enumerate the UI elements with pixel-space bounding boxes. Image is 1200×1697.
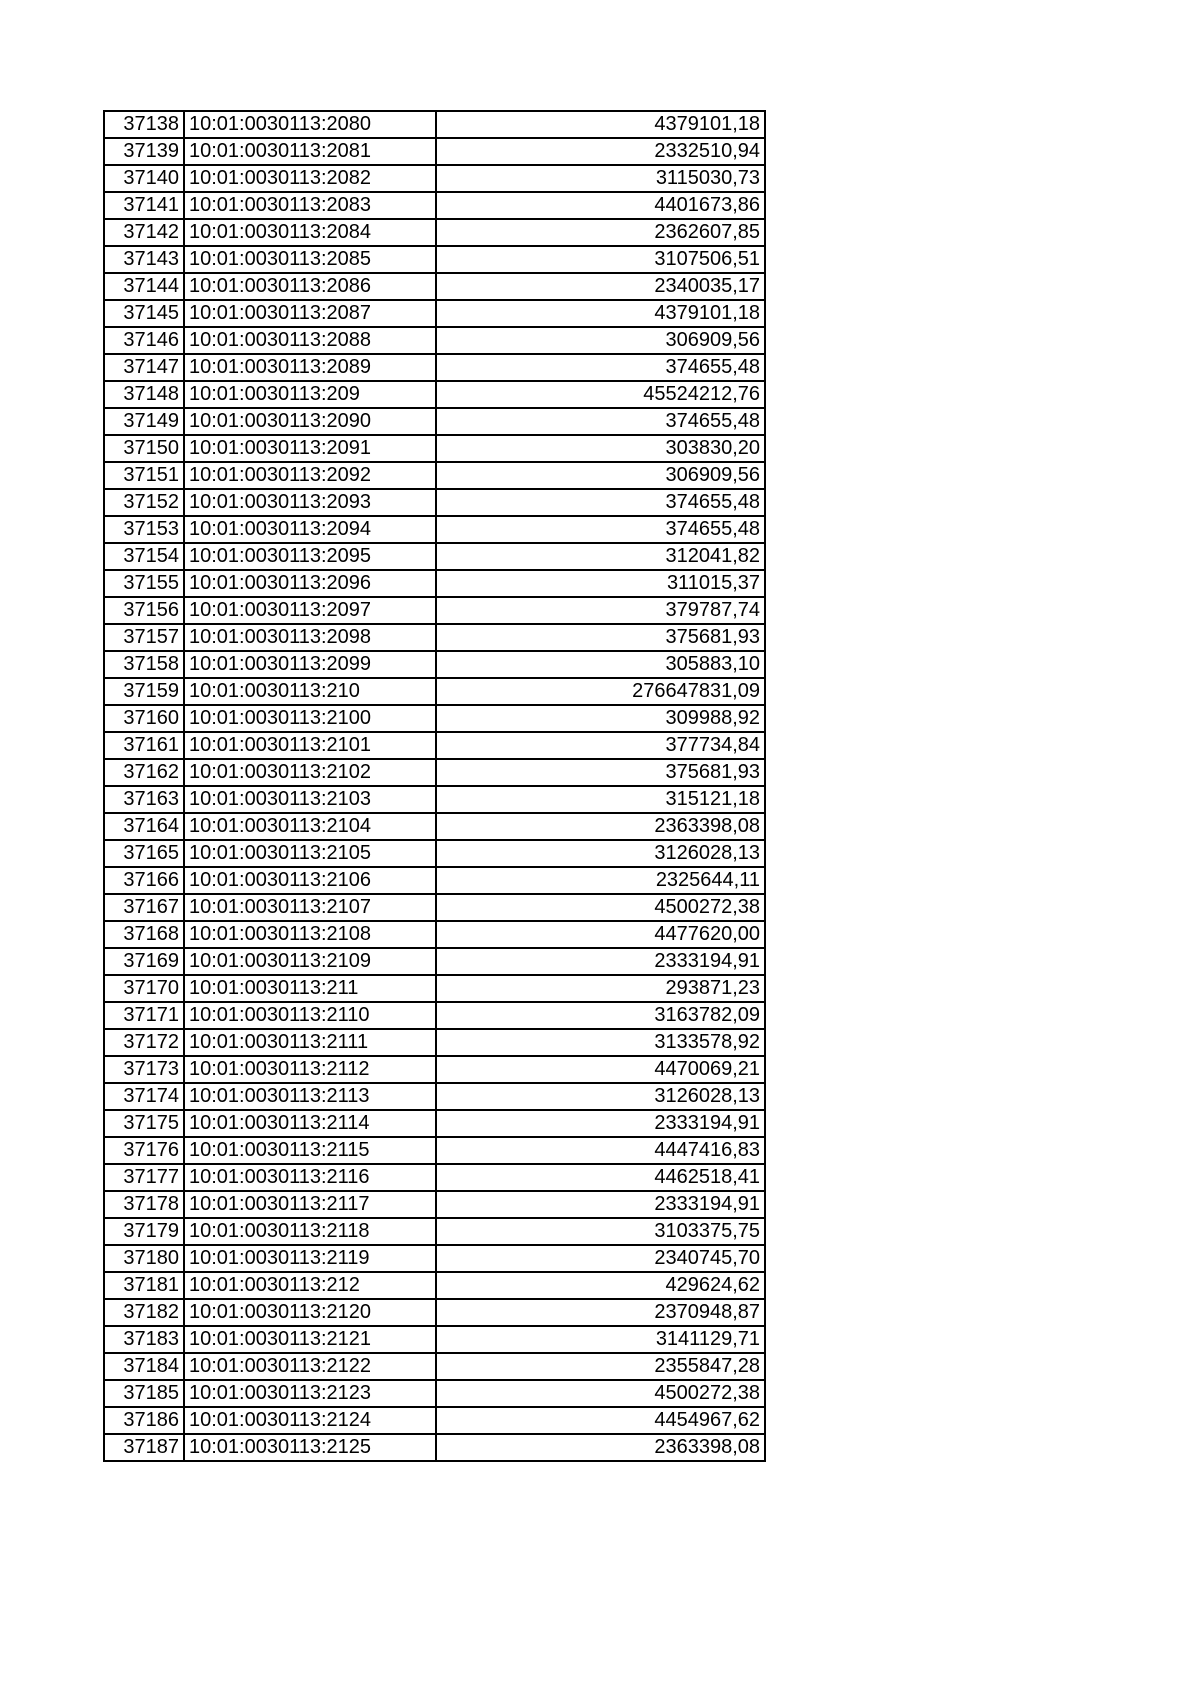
- cadastral-number-cell: 10:01:0030113:2102: [184, 759, 436, 786]
- row-number-cell: 37167: [104, 894, 184, 921]
- cadastral-value-cell: 2370948,87: [436, 1299, 765, 1326]
- table-row: [104, 1164, 765, 1191]
- table-row: [104, 462, 765, 489]
- row-number-cell: 37165: [104, 840, 184, 867]
- cadastral-number-cell: 10:01:0030113:2116: [184, 1164, 436, 1191]
- row-number-cell: 37166: [104, 867, 184, 894]
- table-row: [104, 1245, 765, 1272]
- cadastral-value-cell: 2333194,91: [436, 1110, 765, 1137]
- row-number-cell: 37152: [104, 489, 184, 516]
- cadastral-value-cell: 4500272,38: [436, 894, 765, 921]
- table-row: [104, 1326, 765, 1353]
- cadastral-number-cell: 10:01:0030113:2122: [184, 1353, 436, 1380]
- cadastral-number-cell: 10:01:0030113:2125: [184, 1434, 436, 1461]
- cadastral-number-cell: 10:01:0030113:211: [184, 975, 436, 1002]
- cadastral-value-cell: 2340035,17: [436, 273, 765, 300]
- row-number-cell: 37168: [104, 921, 184, 948]
- row-number-cell: 37176: [104, 1137, 184, 1164]
- table-row: [104, 1191, 765, 1218]
- cadastral-number-cell: 10:01:0030113:2089: [184, 354, 436, 381]
- row-number-cell: 37161: [104, 732, 184, 759]
- table-row: [104, 1083, 765, 1110]
- table-row: [104, 219, 765, 246]
- table-row: [104, 840, 765, 867]
- row-number-cell: 37172: [104, 1029, 184, 1056]
- cadastral-value-cell: 4470069,21: [436, 1056, 765, 1083]
- table-row: [104, 705, 765, 732]
- cadastral-number-cell: 10:01:0030113:2117: [184, 1191, 436, 1218]
- cadastral-value-cell: 2325644,11: [436, 867, 765, 894]
- cadastral-value-cell: 305883,10: [436, 651, 765, 678]
- row-number-cell: 37160: [104, 705, 184, 732]
- row-number-cell: 37138: [104, 111, 184, 138]
- cadastral-number-cell: 10:01:0030113:2082: [184, 165, 436, 192]
- row-number-cell: 37146: [104, 327, 184, 354]
- cadastral-number-cell: 10:01:0030113:2083: [184, 192, 436, 219]
- cadastral-number-cell: 10:01:0030113:2100: [184, 705, 436, 732]
- table-row: [104, 138, 765, 165]
- row-number-cell: 37183: [104, 1326, 184, 1353]
- row-number-cell: 37182: [104, 1299, 184, 1326]
- row-number-cell: 37169: [104, 948, 184, 975]
- row-number-cell: 37174: [104, 1083, 184, 1110]
- table-row: [104, 867, 765, 894]
- cadastral-number-cell: 10:01:0030113:209: [184, 381, 436, 408]
- cadastral-number-cell: 10:01:0030113:2098: [184, 624, 436, 651]
- table-row: [104, 813, 765, 840]
- cadastral-value-cell: 4379101,18: [436, 111, 765, 138]
- row-number-cell: 37162: [104, 759, 184, 786]
- table-row: [104, 111, 765, 138]
- cadastral-value-cell: 276647831,09: [436, 678, 765, 705]
- row-number-cell: 37173: [104, 1056, 184, 1083]
- row-number-cell: 37180: [104, 1245, 184, 1272]
- cadastral-value-cell: 3126028,13: [436, 1083, 765, 1110]
- cadastral-value-cell: 377734,84: [436, 732, 765, 759]
- cadastral-number-cell: 10:01:0030113:2096: [184, 570, 436, 597]
- table-row: [104, 1299, 765, 1326]
- row-number-cell: 37178: [104, 1191, 184, 1218]
- row-number-cell: 37156: [104, 597, 184, 624]
- table-row: [104, 327, 765, 354]
- cadastral-value-cell: 374655,48: [436, 489, 765, 516]
- cadastral-number-cell: 10:01:0030113:2090: [184, 408, 436, 435]
- cadastral-value-cell: 3107506,51: [436, 246, 765, 273]
- cadastral-value-cell: 315121,18: [436, 786, 765, 813]
- cadastral-value-cell: 2340745,70: [436, 1245, 765, 1272]
- row-number-cell: 37142: [104, 219, 184, 246]
- cadastral-number-cell: 10:01:0030113:2086: [184, 273, 436, 300]
- row-number-cell: 37159: [104, 678, 184, 705]
- cadastral-value-cell: 4401673,86: [436, 192, 765, 219]
- cadastral-value-cell: 2332510,94: [436, 138, 765, 165]
- row-number-cell: 37141: [104, 192, 184, 219]
- cadastral-number-cell: 10:01:0030113:2111: [184, 1029, 436, 1056]
- cadastral-value-cell: 312041,82: [436, 543, 765, 570]
- cadastral-value-cell: 2363398,08: [436, 1434, 765, 1461]
- row-number-cell: 37170: [104, 975, 184, 1002]
- row-number-cell: 37177: [104, 1164, 184, 1191]
- table-row: [104, 273, 765, 300]
- table-row: [104, 1029, 765, 1056]
- cadastral-number-cell: 10:01:0030113:2093: [184, 489, 436, 516]
- cadastral-value-cell: 3133578,92: [436, 1029, 765, 1056]
- cadastral-number-cell: 10:01:0030113:2080: [184, 111, 436, 138]
- cadastral-number-cell: 10:01:0030113:2118: [184, 1218, 436, 1245]
- row-number-cell: 37143: [104, 246, 184, 273]
- table-row: [104, 1272, 765, 1299]
- cadastral-value-table: [103, 110, 766, 1462]
- table-row: [104, 1380, 765, 1407]
- row-number-cell: 37171: [104, 1002, 184, 1029]
- row-number-cell: 37185: [104, 1380, 184, 1407]
- cadastral-number-cell: 10:01:0030113:2105: [184, 840, 436, 867]
- document-page: [103, 110, 764, 1462]
- row-number-cell: 37145: [104, 300, 184, 327]
- row-number-cell: 37187: [104, 1434, 184, 1461]
- table-row: [104, 516, 765, 543]
- table-row: [104, 975, 765, 1002]
- cadastral-value-cell: 311015,37: [436, 570, 765, 597]
- table-row: [104, 759, 765, 786]
- cadastral-number-cell: 10:01:0030113:2112: [184, 1056, 436, 1083]
- cadastral-value-cell: 374655,48: [436, 408, 765, 435]
- table-row: [104, 651, 765, 678]
- row-number-cell: 37163: [104, 786, 184, 813]
- row-number-cell: 37181: [104, 1272, 184, 1299]
- cadastral-number-cell: 10:01:0030113:2095: [184, 543, 436, 570]
- cadastral-number-cell: 10:01:0030113:2094: [184, 516, 436, 543]
- row-number-cell: 37139: [104, 138, 184, 165]
- cadastral-value-cell: 2362607,85: [436, 219, 765, 246]
- cadastral-value-cell: 2363398,08: [436, 813, 765, 840]
- cadastral-number-cell: 10:01:0030113:2097: [184, 597, 436, 624]
- table-row: [104, 1110, 765, 1137]
- row-number-cell: 37157: [104, 624, 184, 651]
- row-number-cell: 37155: [104, 570, 184, 597]
- cadastral-number-cell: 10:01:0030113:2084: [184, 219, 436, 246]
- row-number-cell: 37147: [104, 354, 184, 381]
- cadastral-value-cell: 4447416,83: [436, 1137, 765, 1164]
- cadastral-value-cell: 379787,74: [436, 597, 765, 624]
- cadastral-number-cell: 10:01:0030113:2106: [184, 867, 436, 894]
- cadastral-number-cell: 10:01:0030113:2110: [184, 1002, 436, 1029]
- table-row: [104, 1137, 765, 1164]
- cadastral-value-cell: 4379101,18: [436, 300, 765, 327]
- cadastral-number-cell: 10:01:0030113:2115: [184, 1137, 436, 1164]
- table-row: [104, 597, 765, 624]
- table-row: [104, 435, 765, 462]
- cadastral-value-cell: 2355847,28: [436, 1353, 765, 1380]
- cadastral-number-cell: 10:01:0030113:2085: [184, 246, 436, 273]
- table-row: [104, 921, 765, 948]
- table-row: [104, 732, 765, 759]
- row-number-cell: 37186: [104, 1407, 184, 1434]
- cadastral-number-cell: 10:01:0030113:2092: [184, 462, 436, 489]
- table-row: [104, 165, 765, 192]
- cadastral-value-cell: 45524212,76: [436, 381, 765, 408]
- row-number-cell: 37153: [104, 516, 184, 543]
- cadastral-value-cell: 4477620,00: [436, 921, 765, 948]
- table-row: [104, 570, 765, 597]
- cadastral-number-cell: 10:01:0030113:2123: [184, 1380, 436, 1407]
- cadastral-value-cell: 306909,56: [436, 462, 765, 489]
- cadastral-number-cell: 10:01:0030113:2091: [184, 435, 436, 462]
- cadastral-value-cell: 309988,92: [436, 705, 765, 732]
- table-row: [104, 786, 765, 813]
- cadastral-number-cell: 10:01:0030113:2121: [184, 1326, 436, 1353]
- table-row: [104, 543, 765, 570]
- cadastral-value-cell: 2333194,91: [436, 948, 765, 975]
- table-row: [104, 1002, 765, 1029]
- table-row: [104, 489, 765, 516]
- cadastral-number-cell: 10:01:0030113:2081: [184, 138, 436, 165]
- row-number-cell: 37151: [104, 462, 184, 489]
- cadastral-value-cell: 3115030,73: [436, 165, 765, 192]
- cadastral-number-cell: 10:01:0030113:2101: [184, 732, 436, 759]
- table-row: [104, 1353, 765, 1380]
- table-row: [104, 354, 765, 381]
- row-number-cell: 37148: [104, 381, 184, 408]
- table-row: [104, 300, 765, 327]
- cadastral-number-cell: 10:01:0030113:2113: [184, 1083, 436, 1110]
- cadastral-value-cell: 4454967,62: [436, 1407, 765, 1434]
- cadastral-number-cell: 10:01:0030113:2107: [184, 894, 436, 921]
- table-row: [104, 894, 765, 921]
- cadastral-number-cell: 10:01:0030113:2109: [184, 948, 436, 975]
- cadastral-number-cell: 10:01:0030113:2087: [184, 300, 436, 327]
- table-row: [104, 1056, 765, 1083]
- row-number-cell: 37140: [104, 165, 184, 192]
- cadastral-value-cell: 303830,20: [436, 435, 765, 462]
- cadastral-value-cell: 3141129,71: [436, 1326, 765, 1353]
- table-row: [104, 1218, 765, 1245]
- row-number-cell: 37184: [104, 1353, 184, 1380]
- row-number-cell: 37149: [104, 408, 184, 435]
- row-number-cell: 37158: [104, 651, 184, 678]
- cadastral-value-cell: 374655,48: [436, 354, 765, 381]
- cadastral-value-cell: 429624,62: [436, 1272, 765, 1299]
- table-row: [104, 624, 765, 651]
- table-row: [104, 246, 765, 273]
- row-number-cell: 37154: [104, 543, 184, 570]
- cadastral-value-cell: 375681,93: [436, 759, 765, 786]
- table-row: [104, 381, 765, 408]
- cadastral-number-cell: 10:01:0030113:2088: [184, 327, 436, 354]
- cadastral-value-cell: 3103375,75: [436, 1218, 765, 1245]
- table-row: [104, 1434, 765, 1461]
- table-body: [104, 111, 765, 1461]
- cadastral-number-cell: 10:01:0030113:2103: [184, 786, 436, 813]
- cadastral-value-cell: 374655,48: [436, 516, 765, 543]
- cadastral-value-cell: 306909,56: [436, 327, 765, 354]
- row-number-cell: 37144: [104, 273, 184, 300]
- cadastral-value-cell: 293871,23: [436, 975, 765, 1002]
- cadastral-value-cell: 3163782,09: [436, 1002, 765, 1029]
- cadastral-number-cell: 10:01:0030113:2119: [184, 1245, 436, 1272]
- cadastral-number-cell: 10:01:0030113:2099: [184, 651, 436, 678]
- table-row: [104, 408, 765, 435]
- cadastral-value-cell: 4500272,38: [436, 1380, 765, 1407]
- cadastral-number-cell: 10:01:0030113:2108: [184, 921, 436, 948]
- cadastral-number-cell: 10:01:0030113:2114: [184, 1110, 436, 1137]
- cadastral-number-cell: 10:01:0030113:2104: [184, 813, 436, 840]
- row-number-cell: 37164: [104, 813, 184, 840]
- cadastral-number-cell: 10:01:0030113:210: [184, 678, 436, 705]
- table-row: [104, 948, 765, 975]
- table-row: [104, 678, 765, 705]
- cadastral-number-cell: 10:01:0030113:212: [184, 1272, 436, 1299]
- cadastral-value-cell: 3126028,13: [436, 840, 765, 867]
- row-number-cell: 37150: [104, 435, 184, 462]
- cadastral-number-cell: 10:01:0030113:2120: [184, 1299, 436, 1326]
- cadastral-value-cell: 4462518,41: [436, 1164, 765, 1191]
- cadastral-value-cell: 375681,93: [436, 624, 765, 651]
- row-number-cell: 37175: [104, 1110, 184, 1137]
- row-number-cell: 37179: [104, 1218, 184, 1245]
- cadastral-number-cell: 10:01:0030113:2124: [184, 1407, 436, 1434]
- table-row: [104, 1407, 765, 1434]
- cadastral-value-cell: 2333194,91: [436, 1191, 765, 1218]
- table-row: [104, 192, 765, 219]
